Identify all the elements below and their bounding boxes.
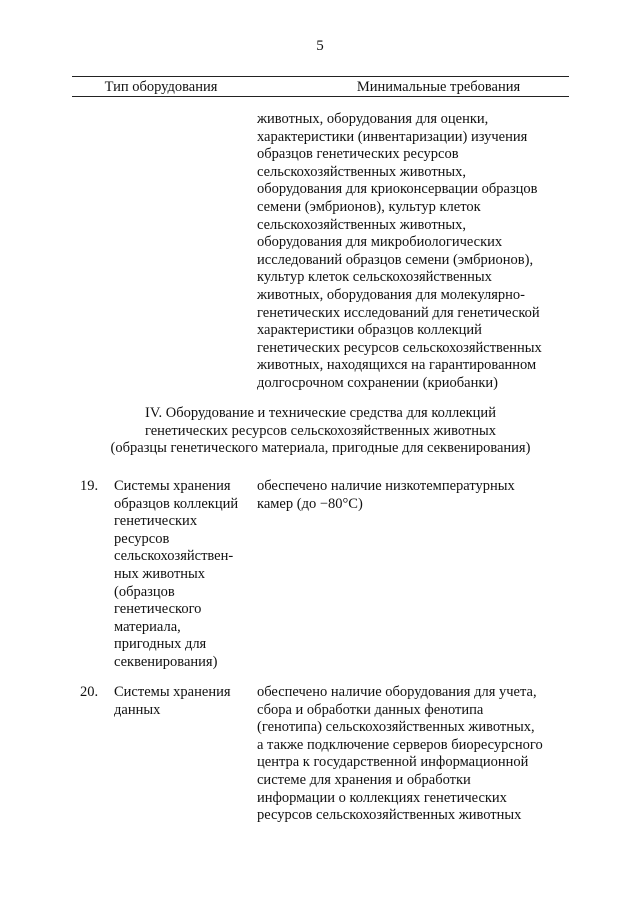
text-line: оборудования для микробиологических bbox=[257, 234, 503, 251]
column-header-equipment-type: Тип оборудования bbox=[104, 79, 218, 95]
text-line: ных животных bbox=[114, 565, 206, 582]
text-line: секвенирования) bbox=[114, 653, 218, 670]
text-line: Системы хранения bbox=[114, 684, 231, 700]
text-line: генетических исследований для генетической bbox=[257, 304, 540, 321]
text-line: системе для хранения и обработки bbox=[257, 771, 471, 788]
text-line: животных, оборудования для молекулярно- bbox=[257, 286, 525, 303]
text-line: пригодных для bbox=[114, 636, 207, 653]
table-header-top-rule bbox=[72, 76, 569, 77]
text-line: материала, bbox=[114, 618, 181, 635]
section-heading-iv bbox=[72, 405, 569, 458]
text-line: а также подключение серверов биоресурсного bbox=[257, 736, 543, 753]
text-line: долгосрочном сохранении (криобанки) bbox=[257, 374, 498, 391]
text-line: (генотипа) сельскохозяйственных животных, bbox=[257, 719, 535, 736]
row-20-requirements bbox=[257, 684, 543, 825]
table-header-bottom-rule bbox=[72, 96, 569, 97]
page-number: 5 bbox=[316, 38, 324, 54]
row-number-19: 19. bbox=[80, 478, 99, 494]
text-line: ресурсов bbox=[114, 530, 170, 547]
text-line: обеспечено наличие низкотемпературных bbox=[257, 478, 515, 494]
section-heading-line: генетических ресурсов сельскохозяйственных животных bbox=[144, 422, 497, 439]
text-line: обеспечено наличие оборудования для учета, bbox=[257, 684, 537, 700]
text-line: характеристики образцов коллекций bbox=[257, 322, 482, 339]
text-line: оборудования для криоконсервации образцов bbox=[257, 181, 538, 198]
text-line: образцов коллекций bbox=[114, 495, 239, 512]
text-line: сбора и обработки данных фенотипа bbox=[257, 701, 484, 718]
text-line: животных, находящихся на гарантированном bbox=[257, 357, 537, 374]
text-line: центра к государственной информационной bbox=[257, 754, 529, 771]
table-header bbox=[72, 79, 569, 97]
text-line: характеристики (инвентаризации) изучения bbox=[257, 128, 528, 145]
row-number-20: 20. bbox=[80, 684, 99, 700]
text-line: генетического bbox=[114, 601, 202, 618]
text-line: Системы хранения bbox=[114, 478, 231, 494]
text-line: исследований образцов семени (эмбрионов), bbox=[257, 251, 534, 268]
text-line: сельскохозяйственных животных, bbox=[257, 216, 467, 233]
text-line: камер (до −80°С) bbox=[257, 495, 363, 512]
text-line: (образцов bbox=[114, 583, 175, 600]
text-line: культур клеток сельскохозяйственных bbox=[257, 269, 492, 286]
column-header-minimum-requirements: Минимальные требования bbox=[356, 79, 521, 95]
text-line: генетических bbox=[114, 513, 198, 530]
text-line: сельскохозяйственных животных, bbox=[257, 163, 467, 180]
text-line: образцов генетических ресурсов bbox=[257, 146, 459, 163]
text-line: информации о коллекциях генетических bbox=[257, 789, 507, 806]
continued-requirements-cell bbox=[257, 111, 542, 393]
text-line: генетических ресурсов сельскохозяйственных bbox=[257, 339, 542, 356]
section-heading-line: (образцы генетического материала, пригодные для секвенирования) bbox=[110, 440, 531, 457]
text-line: ресурсов сельскохозяйственных животных bbox=[257, 807, 522, 824]
text-line: животных, оборудования для оценки, bbox=[257, 111, 489, 127]
section-heading-line: IV. Оборудование и технические средства для коллекций bbox=[145, 405, 496, 421]
text-line: семени (эмбрионов), культур клеток bbox=[257, 198, 481, 215]
text-line: сельскохозяйствен- bbox=[114, 548, 234, 565]
row-20-equipment-type bbox=[114, 684, 231, 719]
row-19-requirements bbox=[257, 478, 515, 513]
text-line: данных bbox=[114, 701, 161, 718]
row-19-equipment-type bbox=[114, 478, 238, 672]
